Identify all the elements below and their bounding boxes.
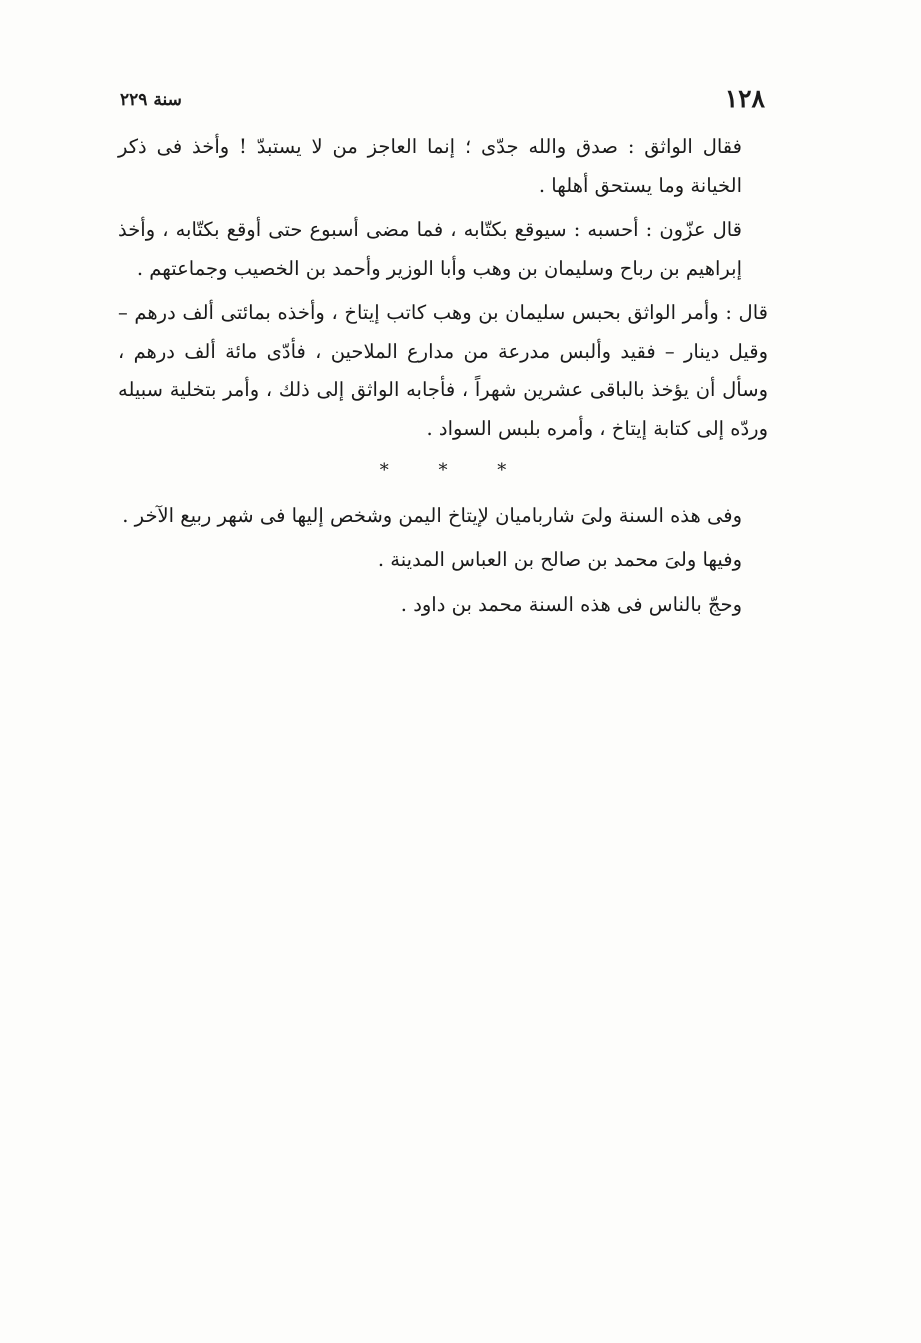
body-text (118, 128, 768, 624)
paragraph-wathiq-saying: فقال الواثق : صدق والله جدّى ؛ إنما العاجز من لا يستبدّ ! وأخذ فى ذكر الخيانة وما يستحق أهلها . (118, 135, 742, 197)
paragraph-sulayman-imprisonment: قال : وأمر الواثق بحبس سليمان بن وهب كاتب إيتاخ ، وأخذه بمائتى ألف درهم – وقيل دينار – فقيد وألبس مدرعة من مدارع الملاحين ، فأدّى مائة ألف درهم ، وسأل أن يؤخذ بالباقى عشرين شهراً ، فأجابه الواثق إلى ذلك ، وأمر بتخلية سبيله وردّه إلى كتابة إيتاخ ، وأمره بلبس السواد . (118, 301, 768, 440)
paragraph-yemen-appointment: وفى هذه السنة ولىَ شارباميان لإيتاخ اليمن وشخص إليها فى شهر ربيع الآخر . (122, 503, 742, 527)
running-head-year: سنة ٢٢٩ (120, 90, 182, 110)
page-number: ١٢٨ (724, 84, 765, 113)
paragraph-hajj-leader: وحجّ بالناس فى هذه السنة محمد بن داود . (400, 592, 742, 616)
paragraph-azzun-saying: قال عزّون : أحسبه : سيوقع بكتّابه ، فما مضى أسبوع حتى أوقع بكتّابه ، وأخذ إبراهيم بن رباح وسليمان بن وهب وأبا الوزير وأحمد بن الخصيب وجماعتهم . (118, 218, 742, 280)
paragraph-medina-appointment: وفيها ولىَ محمد بن صالح بن العباس المدينة . (377, 548, 742, 571)
page-header (120, 84, 765, 120)
section-separator: * * * (379, 460, 529, 481)
